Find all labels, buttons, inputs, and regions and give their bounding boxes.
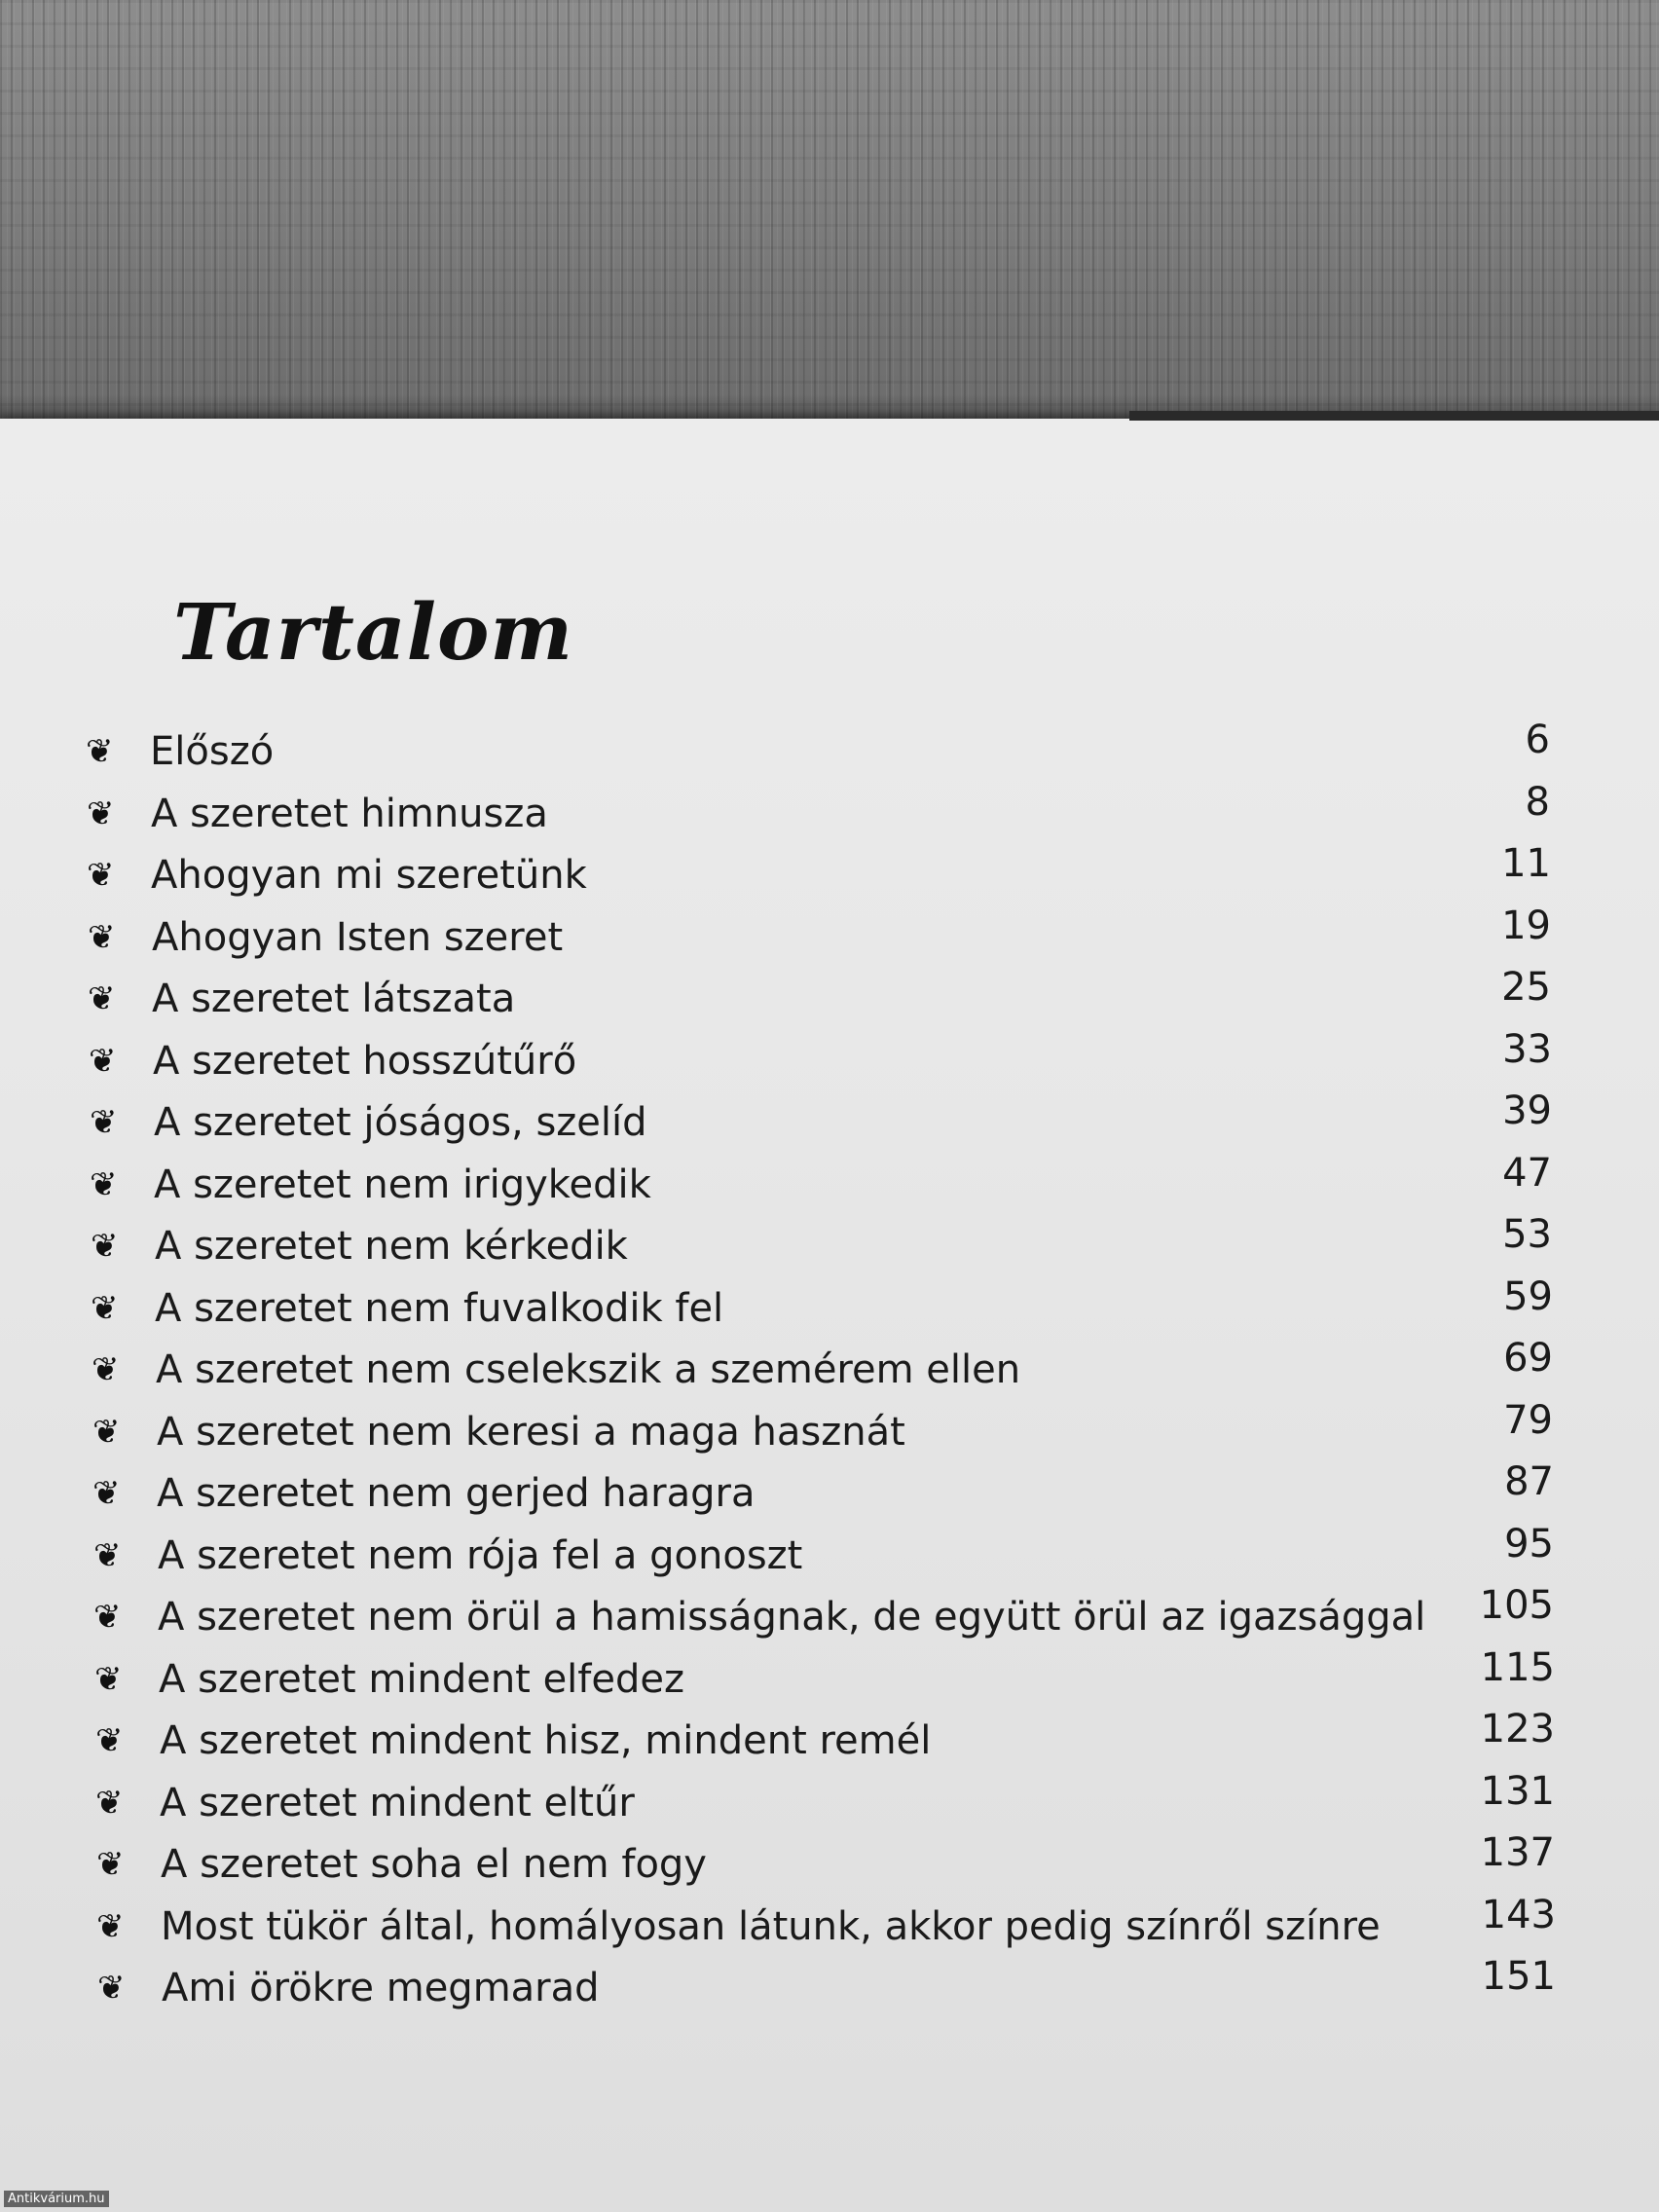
fleuron-icon: ❦ xyxy=(94,1660,123,1699)
toc-entry-page-number: 53 xyxy=(1502,1212,1552,1257)
toc-entry-title: A szeretet jóságos, szelíd xyxy=(154,1100,647,1145)
toc-entry-title: A szeretet soha el nem fogy xyxy=(161,1842,707,1887)
toc-entry-title: A szeretet mindent eltűr xyxy=(160,1781,635,1825)
fleuron-icon: ❦ xyxy=(97,1969,126,2008)
toc-entry-page-number: 115 xyxy=(1480,1645,1555,1690)
toc-entry-title: A szeretet nem örül a hamisságnak, de együtt örül az igazsággal xyxy=(158,1595,1426,1640)
fleuron-icon: ❦ xyxy=(92,1474,121,1513)
fleuron-icon: ❦ xyxy=(89,1042,117,1081)
toc-entry-title: A szeretet hosszútűrő xyxy=(153,1039,577,1084)
toc-entry-page-number: 95 xyxy=(1504,1522,1554,1567)
toc-entry-title: Ahogyan mi szeretünk xyxy=(151,853,587,898)
toc-entry-page-number: 87 xyxy=(1504,1459,1554,1504)
toc-entry-page-number: 151 xyxy=(1481,1954,1556,1999)
toc-entry-page-number: 123 xyxy=(1480,1707,1555,1751)
toc-entry-title: A szeretet nem irigykedik xyxy=(154,1162,651,1207)
toc-entry-title: Előszó xyxy=(150,729,275,774)
toc-entry-title: A szeretet nem kérkedik xyxy=(155,1224,628,1269)
toc-entry-page-number: 39 xyxy=(1502,1088,1552,1133)
fleuron-icon: ❦ xyxy=(95,1784,124,1823)
toc-entry-title: A szeretet nem gerjed haragra xyxy=(157,1471,756,1516)
toc-entry-title: Ami örökre megmarad xyxy=(162,1966,600,2010)
fleuron-icon: ❦ xyxy=(87,856,115,895)
toc-entry-page-number: 33 xyxy=(1502,1027,1552,1072)
fleuron-icon: ❦ xyxy=(93,1536,122,1575)
toc-entry-title: A szeretet himnusza xyxy=(151,792,548,836)
fleuron-icon: ❦ xyxy=(93,1598,122,1637)
toc-entry-title: A szeretet látszata xyxy=(152,977,516,1021)
watermark: Antikvárium.hu xyxy=(4,2191,109,2207)
toc-entry-title: A szeretet nem rója fel a gonoszt xyxy=(158,1533,803,1578)
toc-entry-page-number: 59 xyxy=(1503,1274,1553,1319)
toc-entry-page-number: 143 xyxy=(1481,1893,1556,1937)
toc-entry-title: A szeretet mindent hisz, mindent remél xyxy=(160,1718,932,1763)
toc-entry-page-number: 47 xyxy=(1502,1151,1552,1196)
toc-entry-page-number: 19 xyxy=(1501,903,1551,948)
toc-entry-page-number: 6 xyxy=(1525,718,1550,762)
page-title: Tartalom xyxy=(173,586,574,678)
toc-entry-page-number: 25 xyxy=(1501,965,1551,1010)
fleuron-icon: ❦ xyxy=(92,1413,121,1452)
toc-entry-page-number: 11 xyxy=(1501,841,1551,886)
toc-entry-page-number: 69 xyxy=(1503,1336,1553,1381)
toc-entry-page-number: 131 xyxy=(1480,1769,1555,1814)
toc-entry-title: A szeretet mindent elfedez xyxy=(159,1657,684,1702)
fleuron-icon: ❦ xyxy=(88,918,116,957)
toc-entry-page-number: 105 xyxy=(1479,1583,1554,1628)
fleuron-icon: ❦ xyxy=(95,1721,124,1760)
toc-entry-title: Most tükör által, homályosan látunk, akkor pedig színről színre xyxy=(161,1904,1381,1949)
fleuron-icon: ❦ xyxy=(87,794,115,833)
fleuron-icon: ❦ xyxy=(91,1227,119,1266)
toc-entry-title: A szeretet nem fuvalkodik fel xyxy=(155,1286,724,1331)
fleuron-icon: ❦ xyxy=(88,979,116,1018)
fleuron-icon: ❦ xyxy=(86,732,114,771)
fleuron-icon: ❦ xyxy=(96,1907,125,1946)
fleuron-icon: ❦ xyxy=(96,1845,125,1884)
toc-entry-page-number: 79 xyxy=(1503,1398,1553,1443)
fleuron-icon: ❦ xyxy=(91,1289,119,1328)
toc-entry-page-number: 8 xyxy=(1525,780,1550,825)
fleuron-icon: ❦ xyxy=(90,1103,118,1142)
toc-entry-title: A szeretet nem keresi a maga hasznát xyxy=(157,1410,905,1455)
toc-entry-title: Ahogyan Isten szeret xyxy=(152,915,564,960)
fleuron-icon: ❦ xyxy=(92,1350,120,1389)
toc-entry-title: A szeretet nem cselekszik a szemérem ellen xyxy=(156,1347,1021,1392)
toc-entry-page-number: 137 xyxy=(1480,1830,1555,1875)
fleuron-icon: ❦ xyxy=(90,1165,118,1204)
